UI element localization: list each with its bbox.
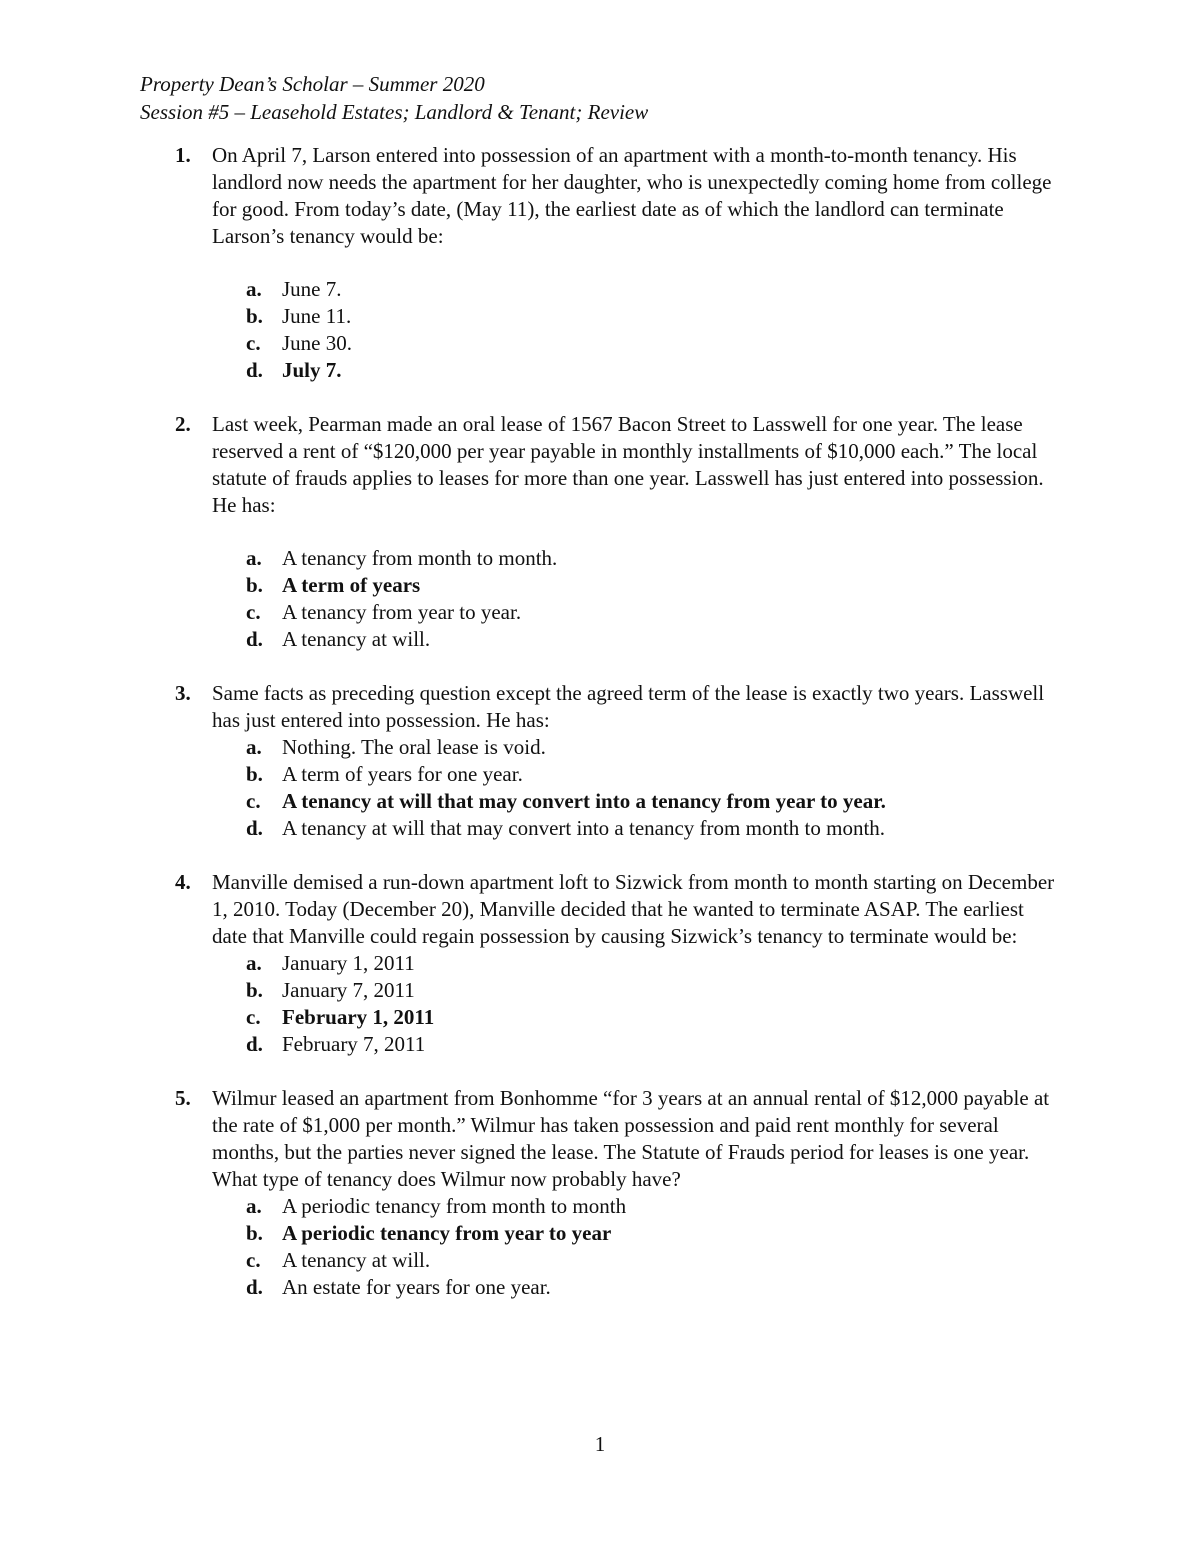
answer-options	[212, 734, 1060, 842]
answer-options	[212, 276, 1060, 384]
option-letter: b.	[246, 1221, 263, 1245]
option-letter: a.	[246, 951, 262, 975]
question-number: 5.	[175, 1086, 191, 1110]
answer-option-b	[212, 572, 1060, 599]
answer-option-c	[212, 599, 1060, 626]
option-text: A tenancy at will.	[282, 627, 431, 651]
option-text: A tenancy at will that may convert into a tenancy from month to month.	[282, 816, 886, 840]
question-1	[140, 142, 1060, 384]
question-text: On April 7, Larson entered into possession of an apartment with a month-to-month tenancy. His landlord now needs the apartment for her daughter, who is unexpectedly coming home from college for good. From today’s date, (May 11), the earliest date as of which the landlord can terminate Larson’s tenancy would be:	[212, 143, 1052, 248]
option-letter: c.	[246, 331, 261, 355]
question-text: Same facts as preceding question except the agreed term of the lease is exactly two years. Lasswell has just entered into possession. He has:	[212, 681, 1045, 732]
correct-answer-text: July 7.	[282, 358, 342, 382]
question-number: 2.	[175, 412, 191, 436]
question-number: 4.	[175, 870, 191, 894]
option-letter: d.	[246, 1275, 263, 1299]
answer-option-a	[212, 545, 1060, 572]
option-text: A tenancy from year to year.	[282, 600, 522, 624]
question-number: 1.	[175, 143, 191, 167]
correct-answer-text: A tenancy at will that may convert into a tenancy from year to year.	[282, 789, 886, 813]
option-text: An estate for years for one year.	[282, 1275, 551, 1299]
option-text: June 11.	[282, 304, 352, 328]
option-letter: b.	[246, 762, 263, 786]
answer-options	[212, 545, 1060, 653]
option-letter: a.	[246, 277, 262, 301]
answer-option-a	[212, 1193, 1060, 1220]
option-letter: c.	[246, 789, 261, 813]
page-number: 1	[594, 1432, 606, 1456]
option-letter: b.	[246, 304, 263, 328]
answer-option-d	[212, 626, 1060, 653]
answer-option-b	[212, 303, 1060, 330]
answer-options	[212, 1193, 1060, 1301]
option-letter: d.	[246, 816, 263, 840]
answer-option-a	[212, 276, 1060, 303]
question-number: 3.	[175, 681, 191, 705]
option-letter: b.	[246, 978, 263, 1002]
answer-option-b	[212, 761, 1060, 788]
answer-options	[212, 950, 1060, 1058]
answer-option-c	[212, 788, 1060, 815]
option-text: June 30.	[282, 331, 352, 355]
option-letter: d.	[246, 1032, 263, 1056]
question-text: Wilmur leased an apartment from Bonhomme “for 3 years at an annual rental of $12,000 payable at the rate of $1,000 per month.” Wilmur has taken possession and paid rent monthly for several months, but the parties never signed the lease. The Statute of Frauds period for leases is one year. What type of tenancy does Wilmur now probably have?	[212, 1086, 1050, 1191]
option-letter: c.	[246, 1005, 261, 1029]
option-letter: d.	[246, 358, 263, 382]
answer-option-b	[212, 1220, 1060, 1247]
option-text: February 7, 2011	[282, 1032, 426, 1056]
header-course-line: Property Dean’s Scholar – Summer 2020	[140, 72, 485, 96]
question-4	[140, 869, 1060, 1058]
option-text: A term of years for one year.	[282, 762, 523, 786]
option-text: A periodic tenancy from month to month	[282, 1194, 627, 1218]
question-text: Manville demised a run-down apartment loft to Sizwick from month to month starting on December 1, 2010. Today (December 20), Manville decided that he wanted to terminate ASAP. The earliest date that Manville could regain possession by causing Sizwick’s tenancy to terminate would be:	[212, 870, 1055, 948]
document-header	[140, 70, 648, 126]
correct-answer-text: A periodic tenancy from year to year	[282, 1221, 612, 1245]
question-2	[140, 411, 1060, 653]
option-letter: d.	[246, 627, 263, 651]
option-text: Nothing. The oral lease is void.	[282, 735, 546, 759]
question-text: Last week, Pearman made an oral lease of 1567 Bacon Street to Lasswell for one year. The lease reserved a rent of “$120,000 per year payable in monthly installments of $10,000 each.” The local statute of frauds applies to leases for more than one year. Lasswell has just entered into possession. He has:	[212, 412, 1044, 517]
option-text: June 7.	[282, 277, 342, 301]
answer-option-b	[212, 977, 1060, 1004]
header-session-line: Session #5 – Leasehold Estates; Landlord & Tenant; Review	[140, 100, 649, 124]
answer-option-d	[212, 815, 1060, 842]
option-text: January 7, 2011	[282, 978, 415, 1002]
option-letter: c.	[246, 1248, 261, 1272]
option-text: A tenancy from month to month.	[282, 546, 558, 570]
option-text: A tenancy at will.	[282, 1248, 431, 1272]
answer-option-a	[212, 950, 1060, 977]
option-letter: b.	[246, 573, 263, 597]
correct-answer-text: A term of years	[282, 573, 421, 597]
question-3	[140, 680, 1060, 842]
option-text: January 1, 2011	[282, 951, 415, 975]
answer-option-c	[212, 1004, 1060, 1031]
question-list	[140, 142, 1060, 1301]
answer-option-d	[212, 357, 1060, 384]
option-letter: a.	[246, 1194, 262, 1218]
option-letter: a.	[246, 546, 262, 570]
answer-option-a	[212, 734, 1060, 761]
question-5	[140, 1085, 1060, 1301]
answer-option-c	[212, 1247, 1060, 1274]
correct-answer-text: February 1, 2011	[282, 1005, 435, 1029]
answer-option-d	[212, 1031, 1060, 1058]
answer-option-d	[212, 1274, 1060, 1301]
option-letter: c.	[246, 600, 261, 624]
answer-option-c	[212, 330, 1060, 357]
option-letter: a.	[246, 735, 262, 759]
